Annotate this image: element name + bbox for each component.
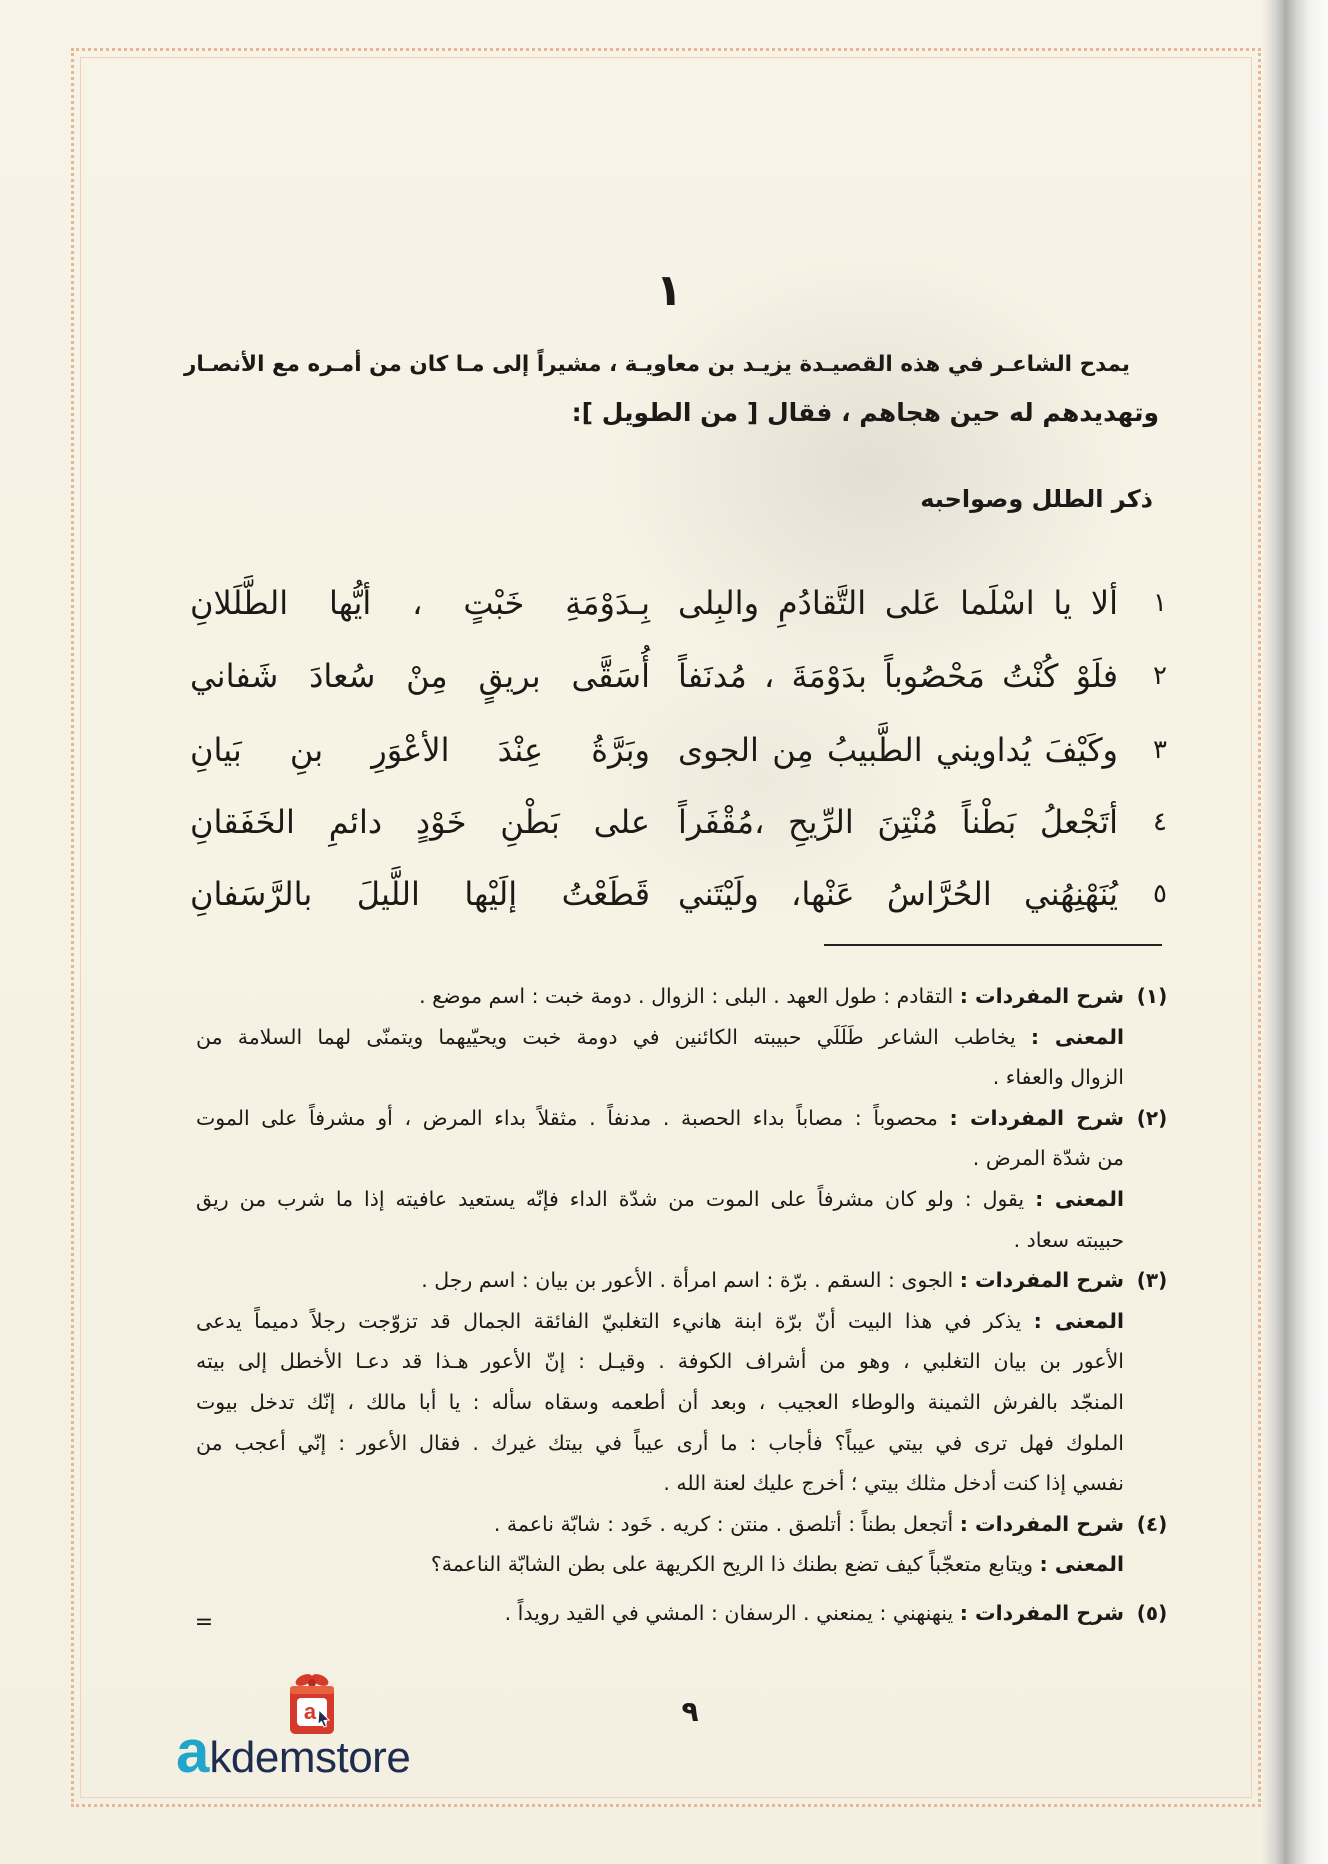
footnote-3: [196, 1260, 1168, 1504]
verse-number: ٤: [1153, 807, 1167, 837]
footnote-line: الأعور بن بيان التغلبي ، وهو من أشراف الكوفة . وقيـل : إنّ الأعور هـذا قد دعـا الأخطل إلى بيته: [196, 1349, 1124, 1374]
footnote-text: ويتابع متعجّباً كيف تضع بطنك ذا الريح الكريهة على بطن الشابّة الناعمة؟: [430, 1552, 1033, 1577]
footnote-line: حبيبته سعاد .: [1013, 1227, 1124, 1252]
vocabulary-label: شرح المفردات :: [959, 1600, 1124, 1625]
meaning-label: المعنى :: [1039, 1552, 1124, 1577]
verse-first-hemistich: أتَجْعلُ بَطْناً مُنْتِنَ الرِّيحِ ،مُقْفَراً: [678, 803, 1118, 841]
footnote-2: [196, 1098, 1168, 1260]
footnote-number: (٥): [1136, 1600, 1168, 1625]
footnote-line: [196, 1098, 1124, 1139]
verse-number: ٣: [1153, 735, 1167, 765]
verse-number: ١: [1153, 588, 1167, 618]
footnote-number: (٤): [1136, 1511, 1168, 1536]
footnote-text: محصوباً : مصاباً بداء الحصبة . مدنفاً . مثقلاً بداء المرض ، أو مشرفاً على الموت: [196, 1105, 938, 1130]
footnote-number: (٢): [1136, 1105, 1168, 1130]
verse-2: [0, 652, 1328, 700]
vocabulary-label: شرح المفردات :: [959, 984, 1124, 1008]
footnote-text: يذكر في هذا البيت أنّ برّة ابنة هانيء التغلبيّ الفائقة الجمال قد تزوّجت رجلاً دميماً يدعى: [196, 1308, 1022, 1333]
footnote-line: [196, 1504, 1124, 1545]
footnote-line: المنجّد بالفرش الثمينة والوطاء العجيب ، وبعد أن أطعمه وسقاه سأله : يا أبا مالك ، إنّك تدخل بيوت: [196, 1389, 1124, 1414]
verse-1: [0, 579, 1328, 627]
logo-icon-letter: a: [303, 1699, 317, 1724]
footnote-text: الجوى : السقم . برّة : اسم امرأة . الأعور بن بيان : اسم رجل .: [421, 1268, 954, 1293]
verse-first-hemistich: فلَوْ كُنْتُ مَحْصُوباً بدَوْمَةَ ، مُدنَفاً: [678, 657, 1118, 695]
verse-second-hemistich: وبَرَّةُ عِنْدَ الأعْوَرِ بنِ بَيانِ: [190, 731, 650, 769]
store-logo: [176, 1672, 456, 1788]
page-gutter-shadow: [1262, 0, 1328, 1864]
footnote-line: [196, 1593, 1124, 1634]
verse-first-hemistich: ألا يا اسْلَما عَلى التَّقادُمِ والبِلى: [678, 584, 1118, 622]
verse-number: ٥: [1153, 879, 1167, 909]
vocabulary-label: شرح المفردات :: [949, 1105, 1124, 1130]
vocabulary-label: شرح المفردات :: [959, 1268, 1124, 1293]
footnote-text: أتجعل بطناً : أتلصق . منتن : كريه . خَود : شابّة ناعمة .: [493, 1511, 954, 1536]
verse-second-hemistich: على بَطْنِ خَوْدٍ دائمِ الخَفَقانِ: [190, 803, 650, 841]
footnote-5: [196, 1593, 1168, 1634]
continuation-mark: =: [194, 1610, 214, 1635]
verse-second-hemistich: بِـدَوْمَةِ خَبْتٍ ، أيُّها الطَّلَلانِ: [190, 584, 650, 622]
meaning-label: المعنى :: [1035, 1186, 1124, 1211]
logo-wordmark: [176, 1720, 410, 1784]
footnote-line: [196, 976, 1124, 1017]
verse-number: ٢: [1153, 661, 1167, 691]
footnote-line: الملوك فهل ترى في بيتي عيباً؟ فأجاب : ما أرى عيباً في بيتك غيرك . فقال الأعور : إنّي أعجب من: [196, 1430, 1124, 1455]
verse-3: [0, 726, 1328, 774]
verse-4: [0, 798, 1328, 846]
footnote-line: نفسي إذا كنت أدخل مثلك بيتي ؛ أخرج عليك لعنة الله .: [663, 1471, 1124, 1496]
verse-second-hemistich: قَطَعْتُ إلَيْها اللَّيلَ بالرَّسَفانِ: [190, 875, 650, 913]
intro-line: وتهديدهم له حين هجاهم ، فقال [ من الطويل ]:: [571, 398, 1159, 427]
verse-first-hemistich: يُنَهْنِهُني الحُرَّاسُ عَنْها، ولَيْتَني: [678, 875, 1118, 913]
logo-wordmark-prefix: a: [176, 1718, 210, 1785]
footnote-separator: [824, 944, 1162, 946]
section-title: ذكر الطلل وصواحبه: [920, 485, 1153, 513]
footnote-line: [196, 1301, 1124, 1342]
footnote-text: يقول : ولو كان مشرفاً على الموت من شدّة الداء فإنّه يستعيد عافيته إذا ما شرب من ريق: [196, 1186, 1025, 1211]
footnote-text: يخاطب الشاعر طَلَلَي حبيبته الكائنين في دومة خبت ويحيّيهما ويتمنّى لهما السلامة من: [196, 1024, 1016, 1049]
footnote-line: من شدّة المرض .: [972, 1146, 1124, 1171]
verse-first-hemistich: وكَيْفَ يُداويني الطَّبيبُ مِن الجوى: [678, 731, 1118, 769]
verse-second-hemistich: أُسَقَّى بريقٍ مِنْ سُعادَ شَفاني: [190, 657, 650, 695]
footnote-line: الزوال والعفاء .: [992, 1065, 1124, 1090]
footnote-number: (١): [1136, 984, 1168, 1008]
footnote-line: [196, 1260, 1124, 1301]
logo-wordmark-rest: kdemstore: [209, 1733, 411, 1782]
footnotes: [196, 976, 1168, 1634]
footnote-line: [196, 1179, 1124, 1220]
vocabulary-label: شرح المفردات :: [959, 1511, 1124, 1536]
verse-5: [0, 870, 1328, 918]
footnote-number: (٣): [1136, 1268, 1168, 1293]
intro-line: يمدح الشاعـر في هذه القصيـدة يزيـد بن معاويـة ، مشيراً إلى مـا كان من أمـره مع الأنصـار: [184, 352, 1130, 377]
poem-number: ١: [655, 265, 683, 316]
meaning-label: المعنى :: [1030, 1024, 1124, 1049]
page-number: ٩: [681, 1695, 699, 1728]
footnote-text: التقادم : طول العهد . البلى : الزوال . دومة خبت : اسم موضع .: [419, 984, 954, 1008]
footnote-line: [196, 1544, 1124, 1585]
footnote-line: [196, 1017, 1124, 1058]
footnote-text: ينهنهني : يمنعني . الرسفان : المشي في القيد رويداً .: [504, 1600, 954, 1625]
footnote-1: [196, 976, 1168, 1098]
footnote-4: [196, 1504, 1168, 1585]
meaning-label: المعنى :: [1033, 1308, 1124, 1333]
